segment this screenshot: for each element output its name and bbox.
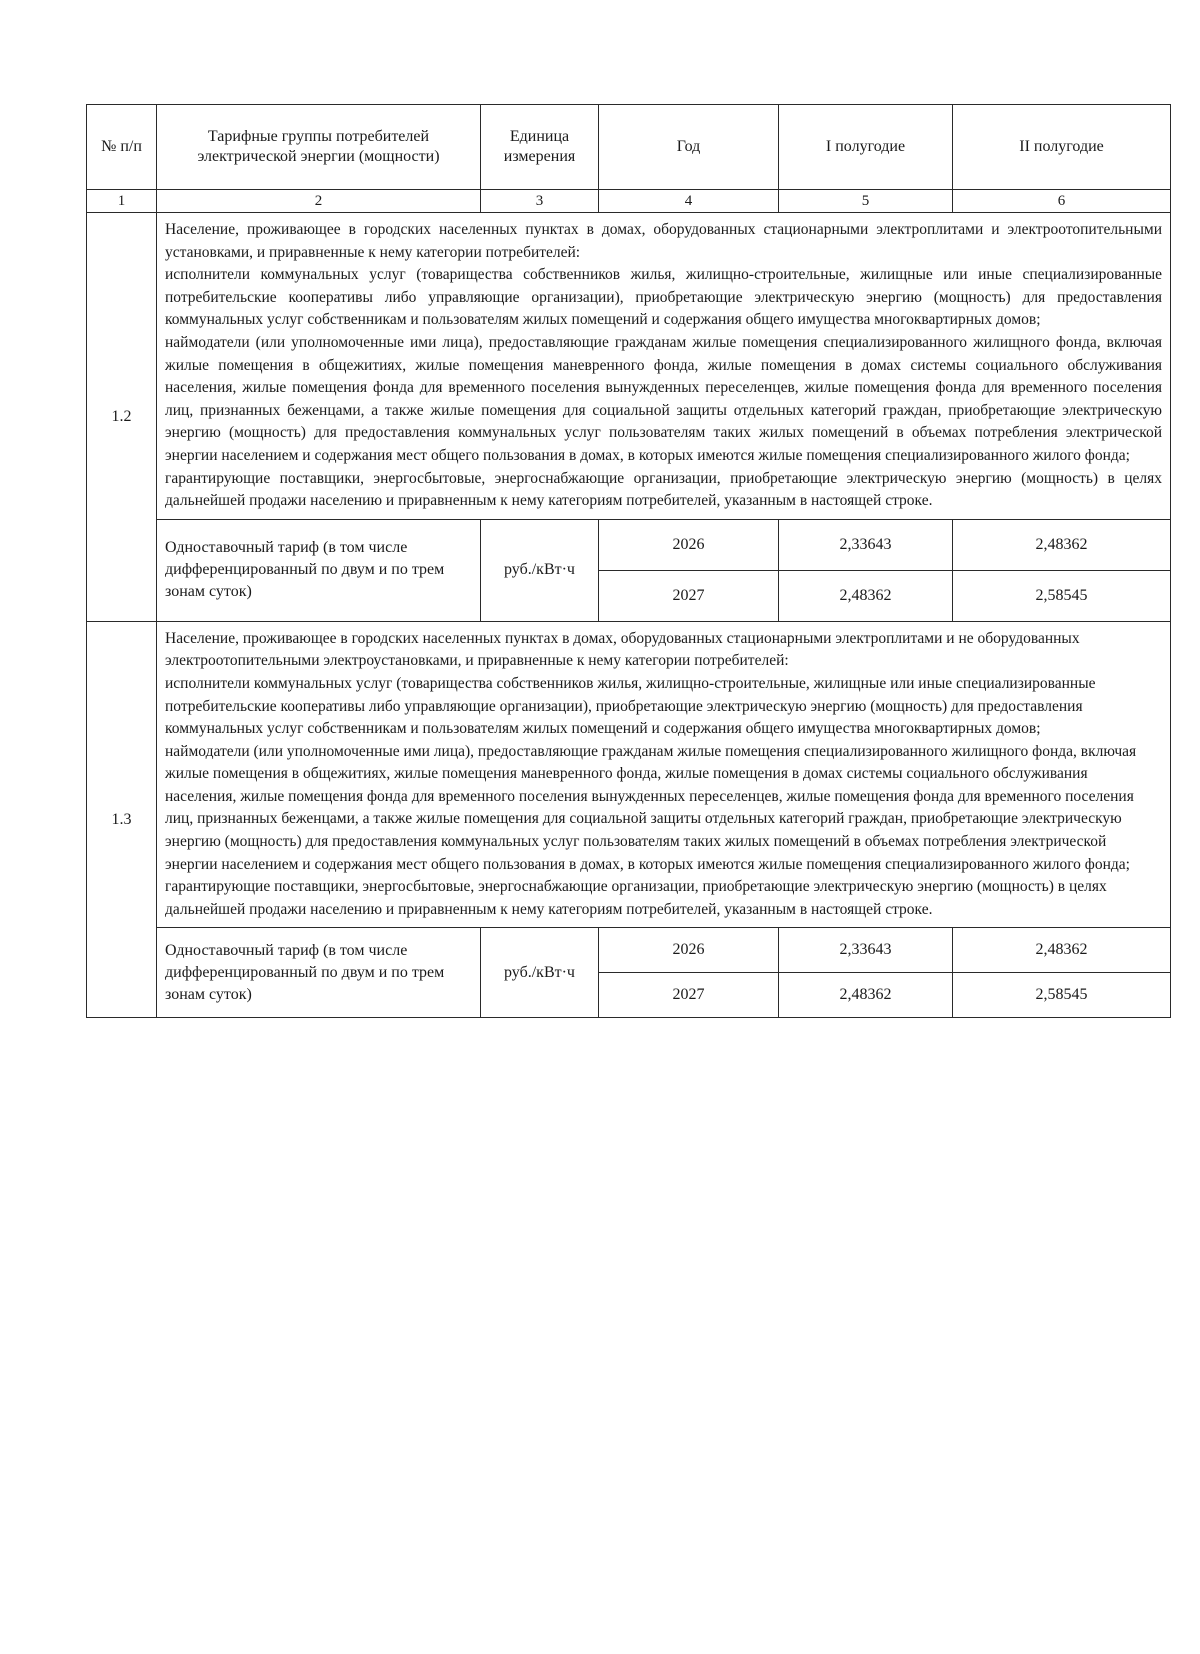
table-row [87, 928, 1171, 973]
tariff-unit: руб./кВт·ч [481, 928, 599, 1018]
tariff-table [86, 104, 1171, 1018]
header-number: № п/п [87, 105, 157, 190]
description-paragraph: гарантирующие поставщики, энергосбытовые, энергоснабжающие организации, приобретающие электрическую энергию (мощность) в целях дальнейшей продажи населению и приравненным к нему категориям потребителей, указанным в настоящей строке. [165, 469, 1162, 510]
second-half-value: 2,58545 [953, 973, 1171, 1018]
description-paragraph: Население, проживающее в городских населенных пунктах в домах, оборудованных стационарными электроплитами и не оборудованных электроотопительными электроустановками, и приравненные к нему категории потребителей: [165, 629, 1080, 670]
column-number: 2 [157, 190, 481, 213]
tariff-unit: руб./кВт·ч [481, 519, 599, 621]
header-year: Год [599, 105, 779, 190]
header-tariff-groups: Тарифные группы потребителей электрической энергии (мощности) [157, 105, 481, 190]
table-row [87, 213, 1171, 520]
second-half-value: 2,58545 [953, 570, 1171, 621]
first-half-value: 2,33643 [779, 928, 953, 973]
description-paragraph: Население, проживающее в городских населенных пунктах в домах, оборудованных стационарными электроплитами и электроотопительными установками, и приравненные к нему категории потребителей: [165, 221, 1162, 261]
second-half-value: 2,48362 [953, 519, 1171, 570]
row-number: 1.2 [87, 213, 157, 622]
header-unit: Единица измерения [481, 105, 599, 190]
table-header-row [87, 105, 1171, 190]
description-paragraph: исполнители коммунальных услуг (товарищества собственников жилья, жилищно-строительные, жилищные или иные специализированные потребительские кооперативы либо управляющие организации), приобретающие электрическую энергию (мощность) для предоставления коммунальных услуг собственникам и пользователям жилых помещений и содержания общего имущества многоквартирных домов; [165, 266, 1162, 329]
table-row [87, 621, 1171, 928]
category-description [157, 621, 1171, 928]
column-number: 3 [481, 190, 599, 213]
row-number: 1.3 [87, 621, 157, 1018]
tariff-name: Одноставочный тариф (в том числе дифференцированный по двум и по трем зонам суток) [157, 519, 481, 621]
document-page [86, 104, 1170, 1018]
first-half-value: 2,33643 [779, 519, 953, 570]
first-half-value: 2,48362 [779, 570, 953, 621]
description-paragraph: наймодатели (или уполномоченные ими лица), предоставляющие гражданам жилые помещения специализированного жилищного фонда, включая жилые помещения в общежитиях, жилые помещения маневренного фонда, жилые помещения в домах системы социального обслуживания населения, жилые помещения фонда для временного поселения вынужденных переселенцев, жилые помещения фонда для временного поселения лиц, признанных беженцами, а также жилые помещения для социальной защиты отдельных категорий граждан, приобретающие электрическую энергию (мощность) для предоставления коммунальных услуг пользователям таких жилых помещений в объемах потребления электрической энергии населением и содержания мест общего пользования в домах, в которых имеются жилые помещения специализированного жилого фонда; [165, 333, 1162, 464]
column-number: 5 [779, 190, 953, 213]
column-numbers-row [87, 190, 1171, 213]
description-paragraph: гарантирующие поставщики, энергосбытовые, энергоснабжающие организации, приобретающие электрическую энергию (мощность) в целях дальнейшей продажи населению и приравненным к нему категориям потребителей, указанным в настоящей строке. [165, 878, 1107, 918]
category-description [157, 213, 1171, 520]
table-row [87, 519, 1171, 570]
tariff-name: Одноставочный тариф (в том числе дифференцированный по двум и по трем зонам суток) [157, 928, 481, 1018]
column-number: 6 [953, 190, 1171, 213]
year-cell: 2026 [599, 928, 779, 973]
column-number: 1 [87, 190, 157, 213]
second-half-value: 2,48362 [953, 928, 1171, 973]
year-cell: 2027 [599, 973, 779, 1018]
first-half-value: 2,48362 [779, 973, 953, 1018]
year-cell: 2027 [599, 570, 779, 621]
column-number: 4 [599, 190, 779, 213]
header-first-half: I полугодие [779, 105, 953, 190]
year-cell: 2026 [599, 519, 779, 570]
description-paragraph: исполнители коммунальных услуг (товарищества собственников жилья, жилищно-строительные, жилищные или иные специализированные потребительские кооперативы либо управляющие организации), приобретающие электрическую энергию (мощность) для предоставления коммунальных услуг собственникам и пользователям жилых помещений и содержания общего имущества многоквартирных домов; [165, 674, 1096, 738]
header-second-half: II полугодие [953, 105, 1171, 190]
description-paragraph: наймодатели (или уполномоченные ими лица), предоставляющие гражданам жилые помещения специализированного жилищного фонда, включая жилые помещения в общежитиях, жилые помещения маневренного фонда, жилые помещения в домах системы социального обслуживания населения, жилые помещения фонда для временного поселения вынужденных переселенцев, жилые помещения фонда для временного поселения лиц, признанных беженцами, а также жилые помещения для социальной защиты отдельных категорий граждан, приобретающие электрическую энергию (мощность) для предоставления коммунальных услуг пользователям таких жилых помещений в объемах потребления электрической энергии населением и содержания мест общего пользования в домах, в которых имеются жилые помещения специализированного жилого фонда; [165, 742, 1137, 873]
